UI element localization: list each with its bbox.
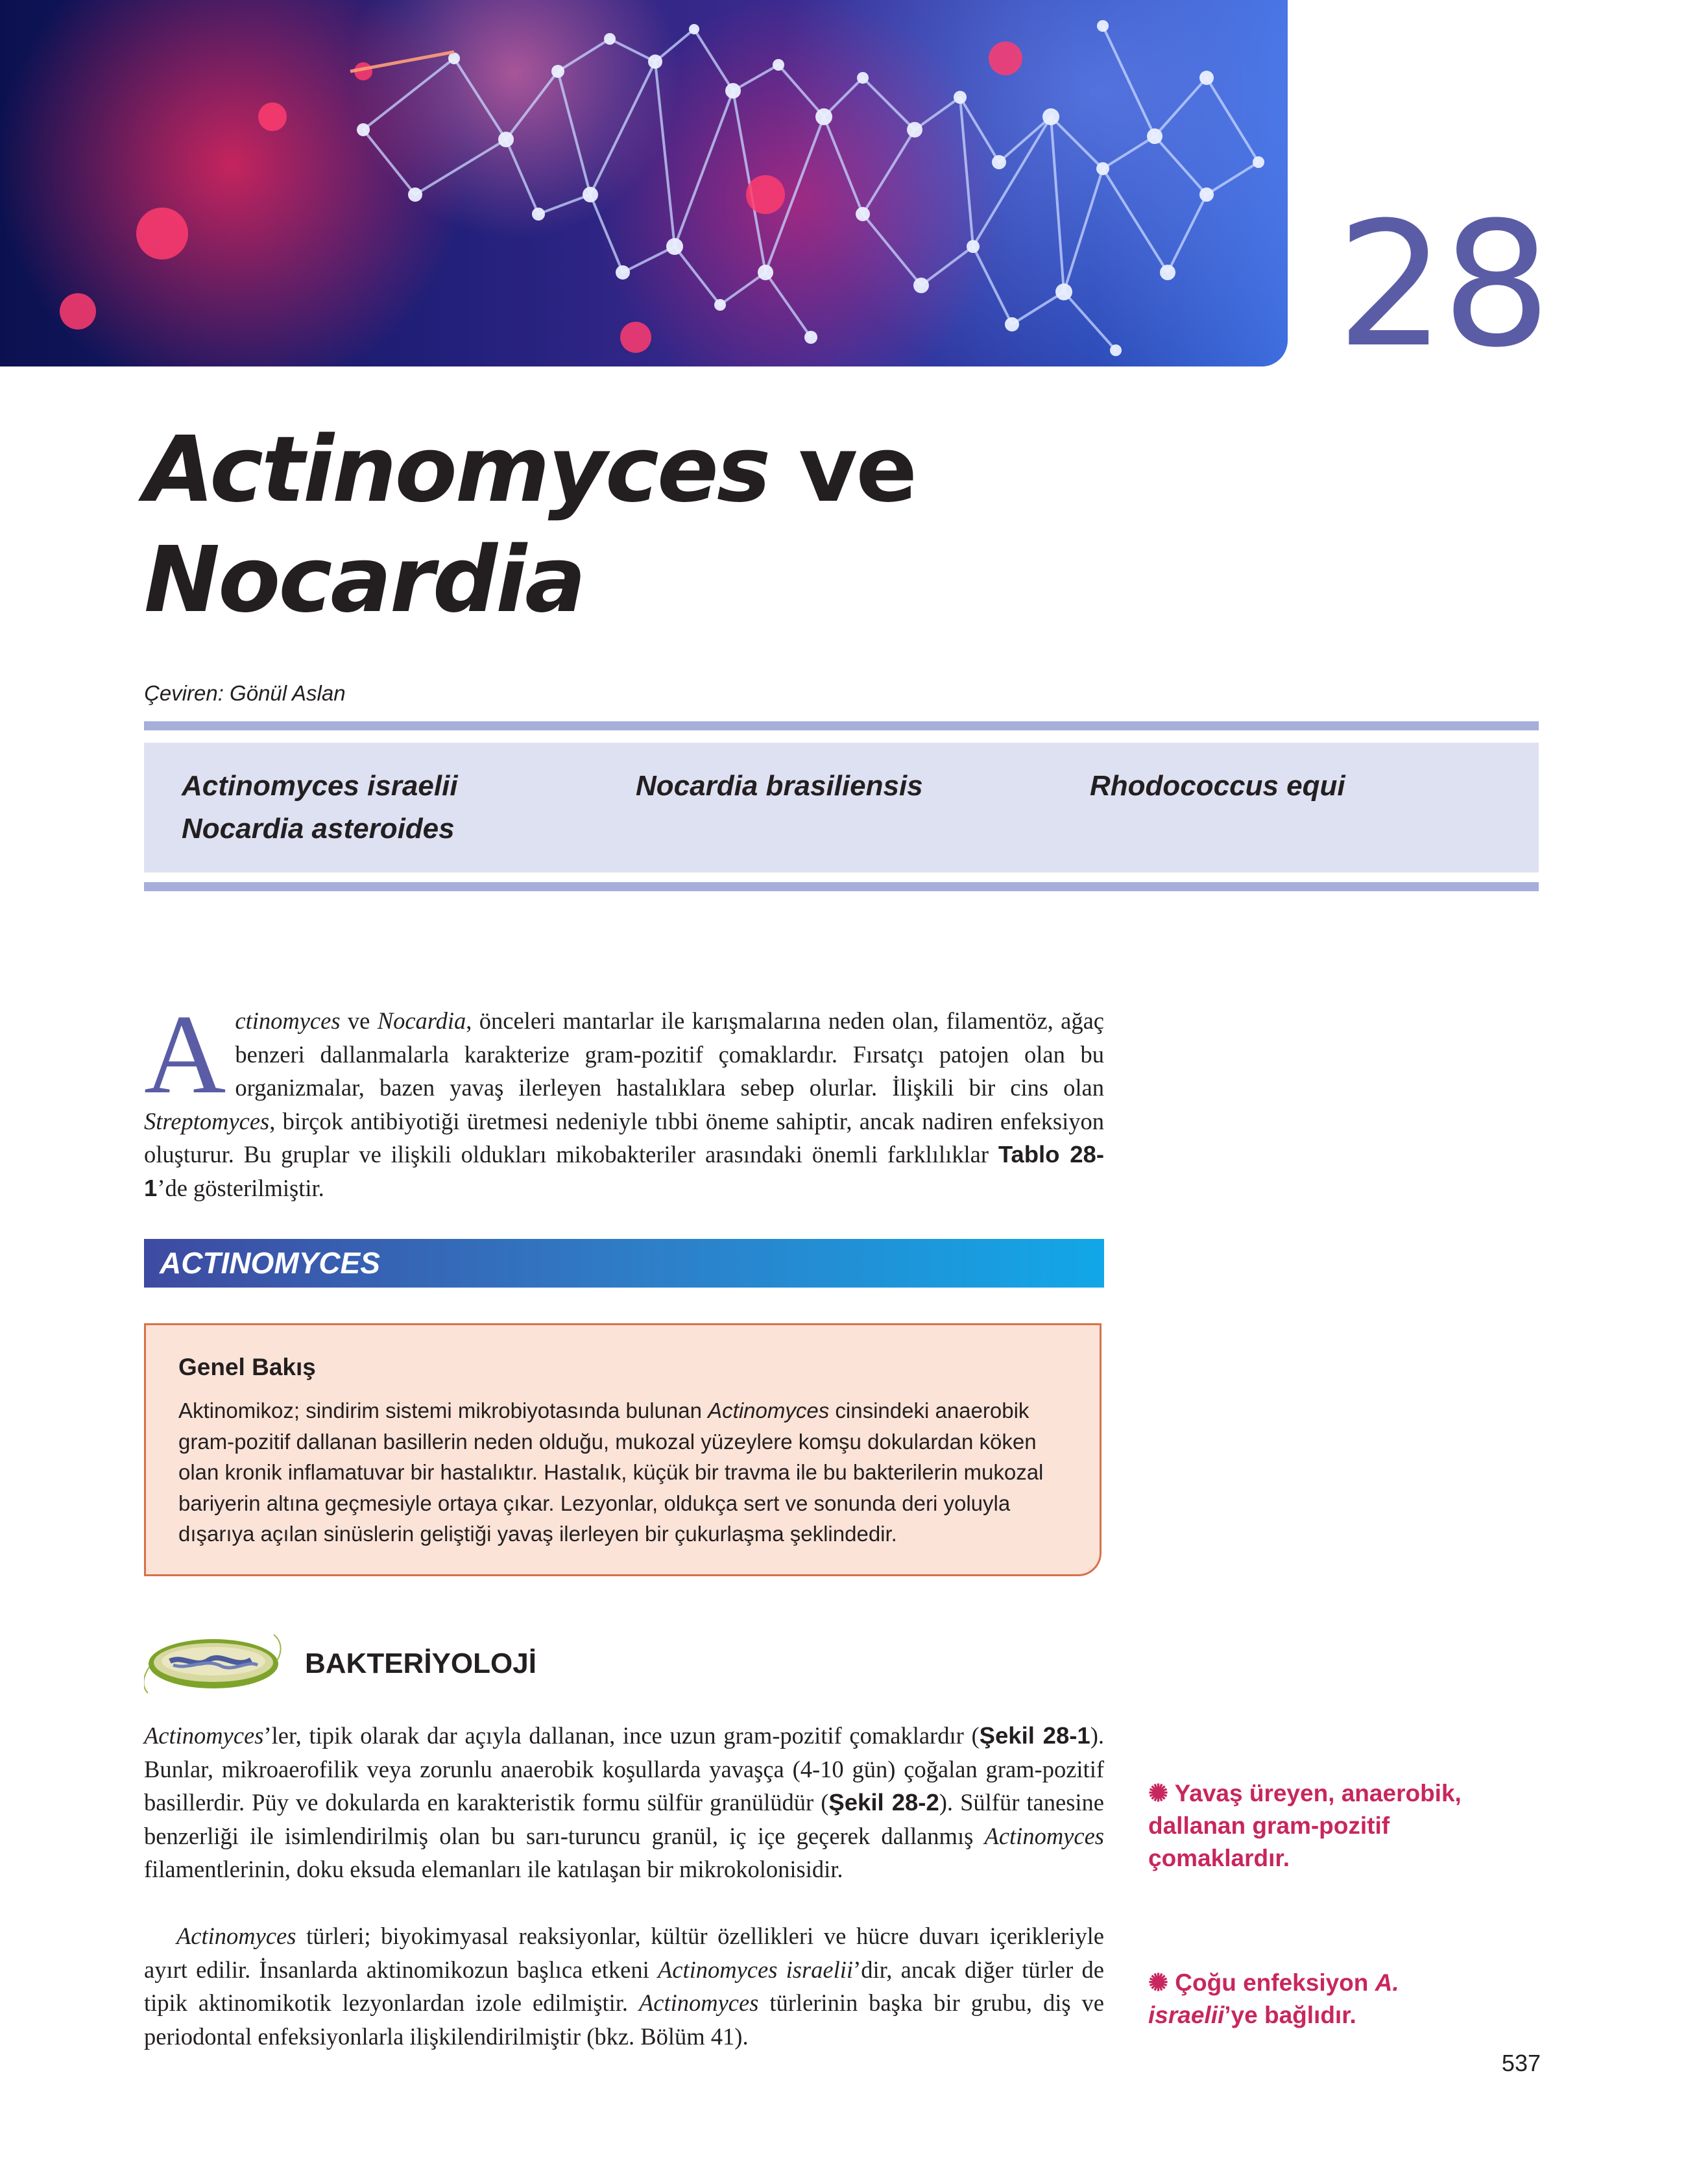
translator-credit: Çeviren: Gönül Aslan: [144, 681, 346, 705]
section-heading-bar: [144, 1239, 1104, 1288]
body-text: filamentlerinin, doku eksuda elemanları ile katılaşan bir mikrokolonisidir.: [144, 1856, 843, 1882]
intro-text: , birçok antibiyotiği üretmesi nedeniyle tıbbi öneme sahiptir, ancak nadiren enfeksiyon oluşturur. Bu gruplar ve ilişkili oldukları mikobakteriler arasındaki önemli farklılıklar: [144, 1107, 1104, 1168]
bacterium-icon: [144, 1631, 283, 1696]
organism-item: Actinomyces israelii: [182, 770, 458, 802]
figure-reference-link[interactable]: Şekil 28-1: [979, 1722, 1090, 1749]
page-number: 537: [1501, 2050, 1541, 2076]
body-text: türleri; biyokimyasal reaksiyonlar, kültür özellikleri ve hücre duvarı içerikleriyle ayırt edilir. İnsanlarda aktinomikozun başlıca etkeni: [144, 1923, 1104, 1983]
intro-text: , önceleri mantarlar ile karışmalarına neden olan, filamentöz, ağaç benzeri dallanmalarla karakterize gram-pozitif çomaklardır. Fırsatçı patojen olan bu organizmalar, bazen yavaş ilerleyen hastalıklara sebep olurlar. İlişkili bir cins olan: [235, 1007, 1104, 1101]
chapter-title-conjunction: ve: [769, 417, 916, 523]
bacteriology-paragraph-1: [144, 1719, 1104, 1886]
table-reference-link[interactable]: Tablo 28-1: [144, 1141, 1105, 1201]
intro-text: Streptomyces: [144, 1107, 270, 1134]
chapter-title-line2: Nocardia: [144, 527, 584, 633]
figure-reference-link[interactable]: Şekil 28-2: [828, 1789, 939, 1816]
margin-note-text: A. israelii: [1148, 1969, 1399, 2028]
organism-item: Nocardia asteroides: [182, 813, 455, 845]
chapter-title-genus: Actinomyces: [144, 417, 769, 523]
body-text: ). Sülfür tanesine benzerliği ile isimlendirilmiş olan bu sarı-turuncu granül, iç içe geçerek dallanmış: [144, 1789, 1104, 1849]
overview-title: Genel Bakış: [178, 1354, 316, 1380]
margin-note-text: ✺ Çoğu enfeksiyon: [1148, 1969, 1375, 1996]
overview-text-part: Aktinomikoz; sindirim sistemi mikrobiyotasında bulunan: [178, 1398, 708, 1422]
body-text: ’dir, ancak diğer türler de tipik aktinomikotik lezyonlardan izole edilmiştir.: [144, 1956, 1104, 2016]
body-text: türlerinin başka bir grubu, diş ve periodontal enfeksiyonlarla ilişkilendirilmiştir (bkz. Bölüm 41).: [144, 1989, 1104, 2050]
section-title: ACTINOMYCES: [160, 1246, 380, 1280]
organism-box-bottom-rule: [144, 882, 1539, 891]
organism-item: Nocardia brasiliensis: [636, 770, 923, 802]
body-text: Actinomyces: [638, 1989, 759, 2016]
body-text: Actinomyces: [984, 1822, 1104, 1849]
overview-text-part: cinsindeki anaerobik gram-pozitif dallanan basillerin neden olduğu, mukozal yüzeylere komşu dokulardan köken olan kronik inflamatuvar bir hastalıktır. Hastalık, küçük bir travma ile bu bakterilerin mukozal bariyerin altına geçmesiyle ortaya çıkar. Lezyonlar, oldukça sert ve sonunda deri yoluyla dışarıya açılan sinüslerin geliştiği yavaş ilerleyen bir çukurlaşma şeklindedir.: [178, 1398, 1044, 1546]
organism-list-box: [144, 743, 1539, 872]
overview-text-part: Actinomyces: [708, 1398, 830, 1422]
molecular-network-graphic: [0, 0, 1288, 366]
body-text: Actinomyces israelii: [657, 1956, 854, 1983]
bacteriology-paragraph-2: [144, 1919, 1104, 2053]
body-text: ’ler, tipik olarak dar açıyla dallanan, ince uzun gram-pozitif çomaklardır (: [263, 1722, 980, 1749]
margin-note: [1148, 1967, 1473, 2032]
bacteriology-heading: BAKTERİYOLOJİ: [305, 1648, 536, 1679]
margin-note-text: ’ye bağlıdır.: [1224, 2002, 1356, 2028]
drop-cap: A: [144, 991, 226, 1117]
body-text: ). Bunlar, mikroaerofilik veya zorunlu anaerobik koşullarda yavaşça (4-10 gün) çoğalan gram-pozitif basillerdir. Püy ve dokularda en karakteristik formu sülfür granülüdür (: [144, 1722, 1104, 1816]
organism-item: Rhodococcus equi: [1090, 770, 1345, 802]
overview-box: [144, 1323, 1102, 1576]
body-text: Actinomyces: [176, 1923, 296, 1949]
chapter-number: 28: [1336, 186, 1548, 385]
organism-box-top-rule: [144, 721, 1539, 730]
margin-note: ✺ Yavaş üreyen, anaerobik, dallanan gram-pozitif çomaklardır.: [1148, 1780, 1462, 1871]
body-text: Actinomyces: [144, 1722, 264, 1749]
intro-paragraph: [144, 991, 1105, 1205]
chapter-title: [144, 415, 987, 636]
intro-text: Nocardia: [377, 1007, 466, 1034]
chapter-banner-image: [0, 0, 1288, 366]
overview-text: [178, 1395, 1067, 1550]
intro-text: ctinomyces: [235, 1007, 341, 1034]
intro-text: ve: [340, 1007, 378, 1034]
intro-text: ’de gösterilmiştir.: [157, 1174, 324, 1201]
chapter-title-line1: [144, 415, 987, 525]
